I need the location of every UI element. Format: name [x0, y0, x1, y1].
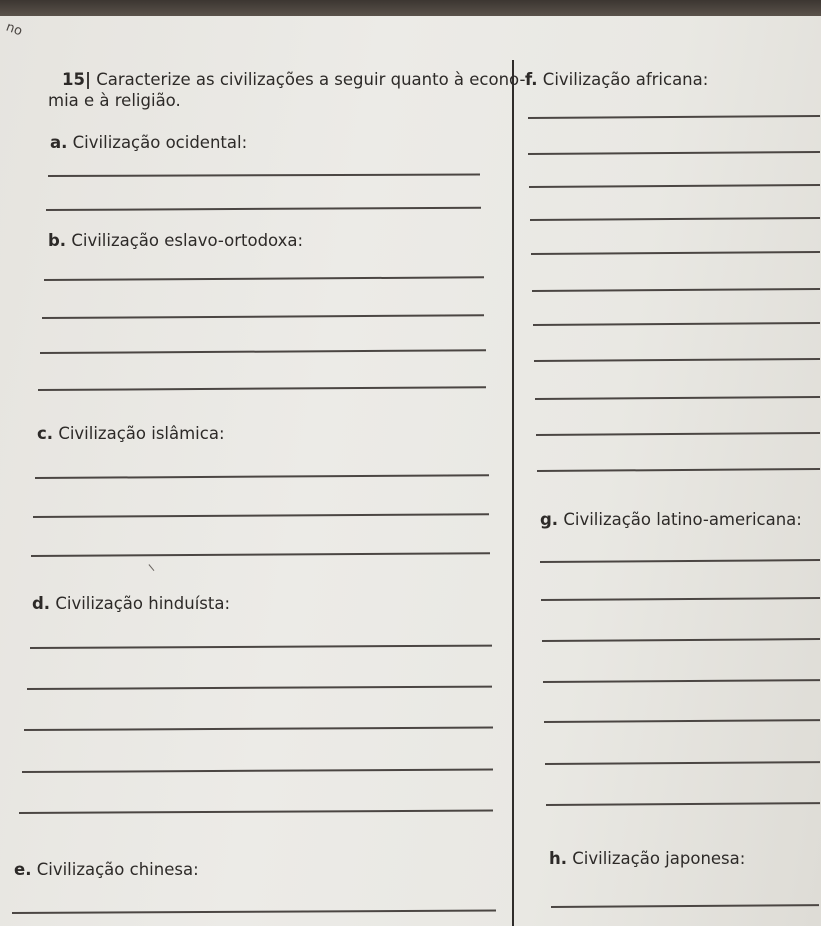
column-divider [512, 60, 514, 926]
answer-line[interactable] [46, 207, 481, 211]
section-a-heading [50, 133, 247, 152]
answer-line[interactable] [542, 638, 820, 641]
section-g-heading [540, 510, 802, 529]
answer-line[interactable] [544, 719, 820, 722]
section-c-label: Civilização islâmica: [58, 424, 225, 443]
answer-line[interactable] [31, 552, 490, 556]
question-heading-line1 [62, 70, 525, 89]
section-b-label: Civilização eslavo-ortodoxa: [71, 231, 304, 250]
answer-line[interactable] [535, 396, 820, 399]
answer-line[interactable] [540, 559, 820, 562]
answer-line[interactable] [19, 810, 493, 814]
answer-line[interactable] [35, 474, 489, 478]
section-a-label: Civilização ocidental: [72, 133, 248, 152]
section-e-heading [14, 860, 199, 879]
section-b-heading [48, 231, 303, 250]
answer-line[interactable] [543, 679, 820, 682]
answer-line[interactable] [22, 769, 493, 773]
answer-line[interactable] [541, 597, 820, 600]
section-d-heading [32, 594, 230, 613]
question-text-line1: Caracterize as civilizações a seguir quanto à econo- [96, 70, 526, 89]
page-top-shadow [0, 0, 821, 16]
answer-line[interactable] [44, 276, 484, 280]
answer-line[interactable] [546, 802, 820, 805]
section-b-letter: b. [48, 231, 67, 250]
section-a-letter: a. [50, 133, 68, 152]
answer-line[interactable] [42, 314, 484, 318]
section-e-label: Civilização chinesa: [36, 860, 199, 879]
question-text-line2: mia e à religião. [48, 91, 181, 110]
answer-line[interactable] [33, 513, 489, 517]
answer-line[interactable] [537, 468, 820, 471]
answer-line[interactable] [531, 251, 820, 255]
corner-handwriting: no [3, 19, 25, 40]
section-f-heading [525, 70, 708, 89]
answer-line[interactable] [545, 761, 820, 764]
section-g-letter: g. [540, 510, 559, 529]
answer-line[interactable] [530, 217, 820, 221]
answer-line[interactable] [12, 909, 496, 913]
section-e-letter: e. [14, 860, 32, 879]
answer-line[interactable] [528, 151, 820, 155]
section-f-label: Civilização africana: [542, 70, 709, 89]
answer-line[interactable] [38, 386, 486, 390]
section-h-heading [549, 849, 745, 868]
answer-line[interactable] [40, 349, 486, 353]
answer-line[interactable] [529, 184, 820, 188]
answer-line[interactable] [532, 288, 820, 292]
section-h-letter: h. [549, 849, 568, 868]
section-g-label: Civilização latino-americana: [563, 510, 802, 529]
answer-line[interactable] [536, 432, 820, 435]
section-d-letter: d. [32, 594, 51, 613]
answer-line[interactable] [533, 322, 820, 326]
answer-line[interactable] [24, 727, 493, 731]
answer-line[interactable] [48, 173, 480, 176]
section-d-label: Civilização hinduísta: [55, 594, 231, 613]
answer-line[interactable] [551, 904, 819, 907]
section-f-letter: f. [525, 70, 538, 89]
section-h-label: Civilização japonesa: [572, 849, 746, 868]
answer-line[interactable] [528, 115, 820, 119]
answer-line[interactable] [30, 645, 492, 649]
answer-line[interactable] [534, 358, 820, 361]
section-c-heading [37, 424, 225, 443]
question-number: 15| [62, 70, 91, 89]
section-c-letter: c. [37, 424, 54, 443]
answer-line[interactable] [27, 686, 492, 690]
pencil-mark [148, 559, 160, 571]
